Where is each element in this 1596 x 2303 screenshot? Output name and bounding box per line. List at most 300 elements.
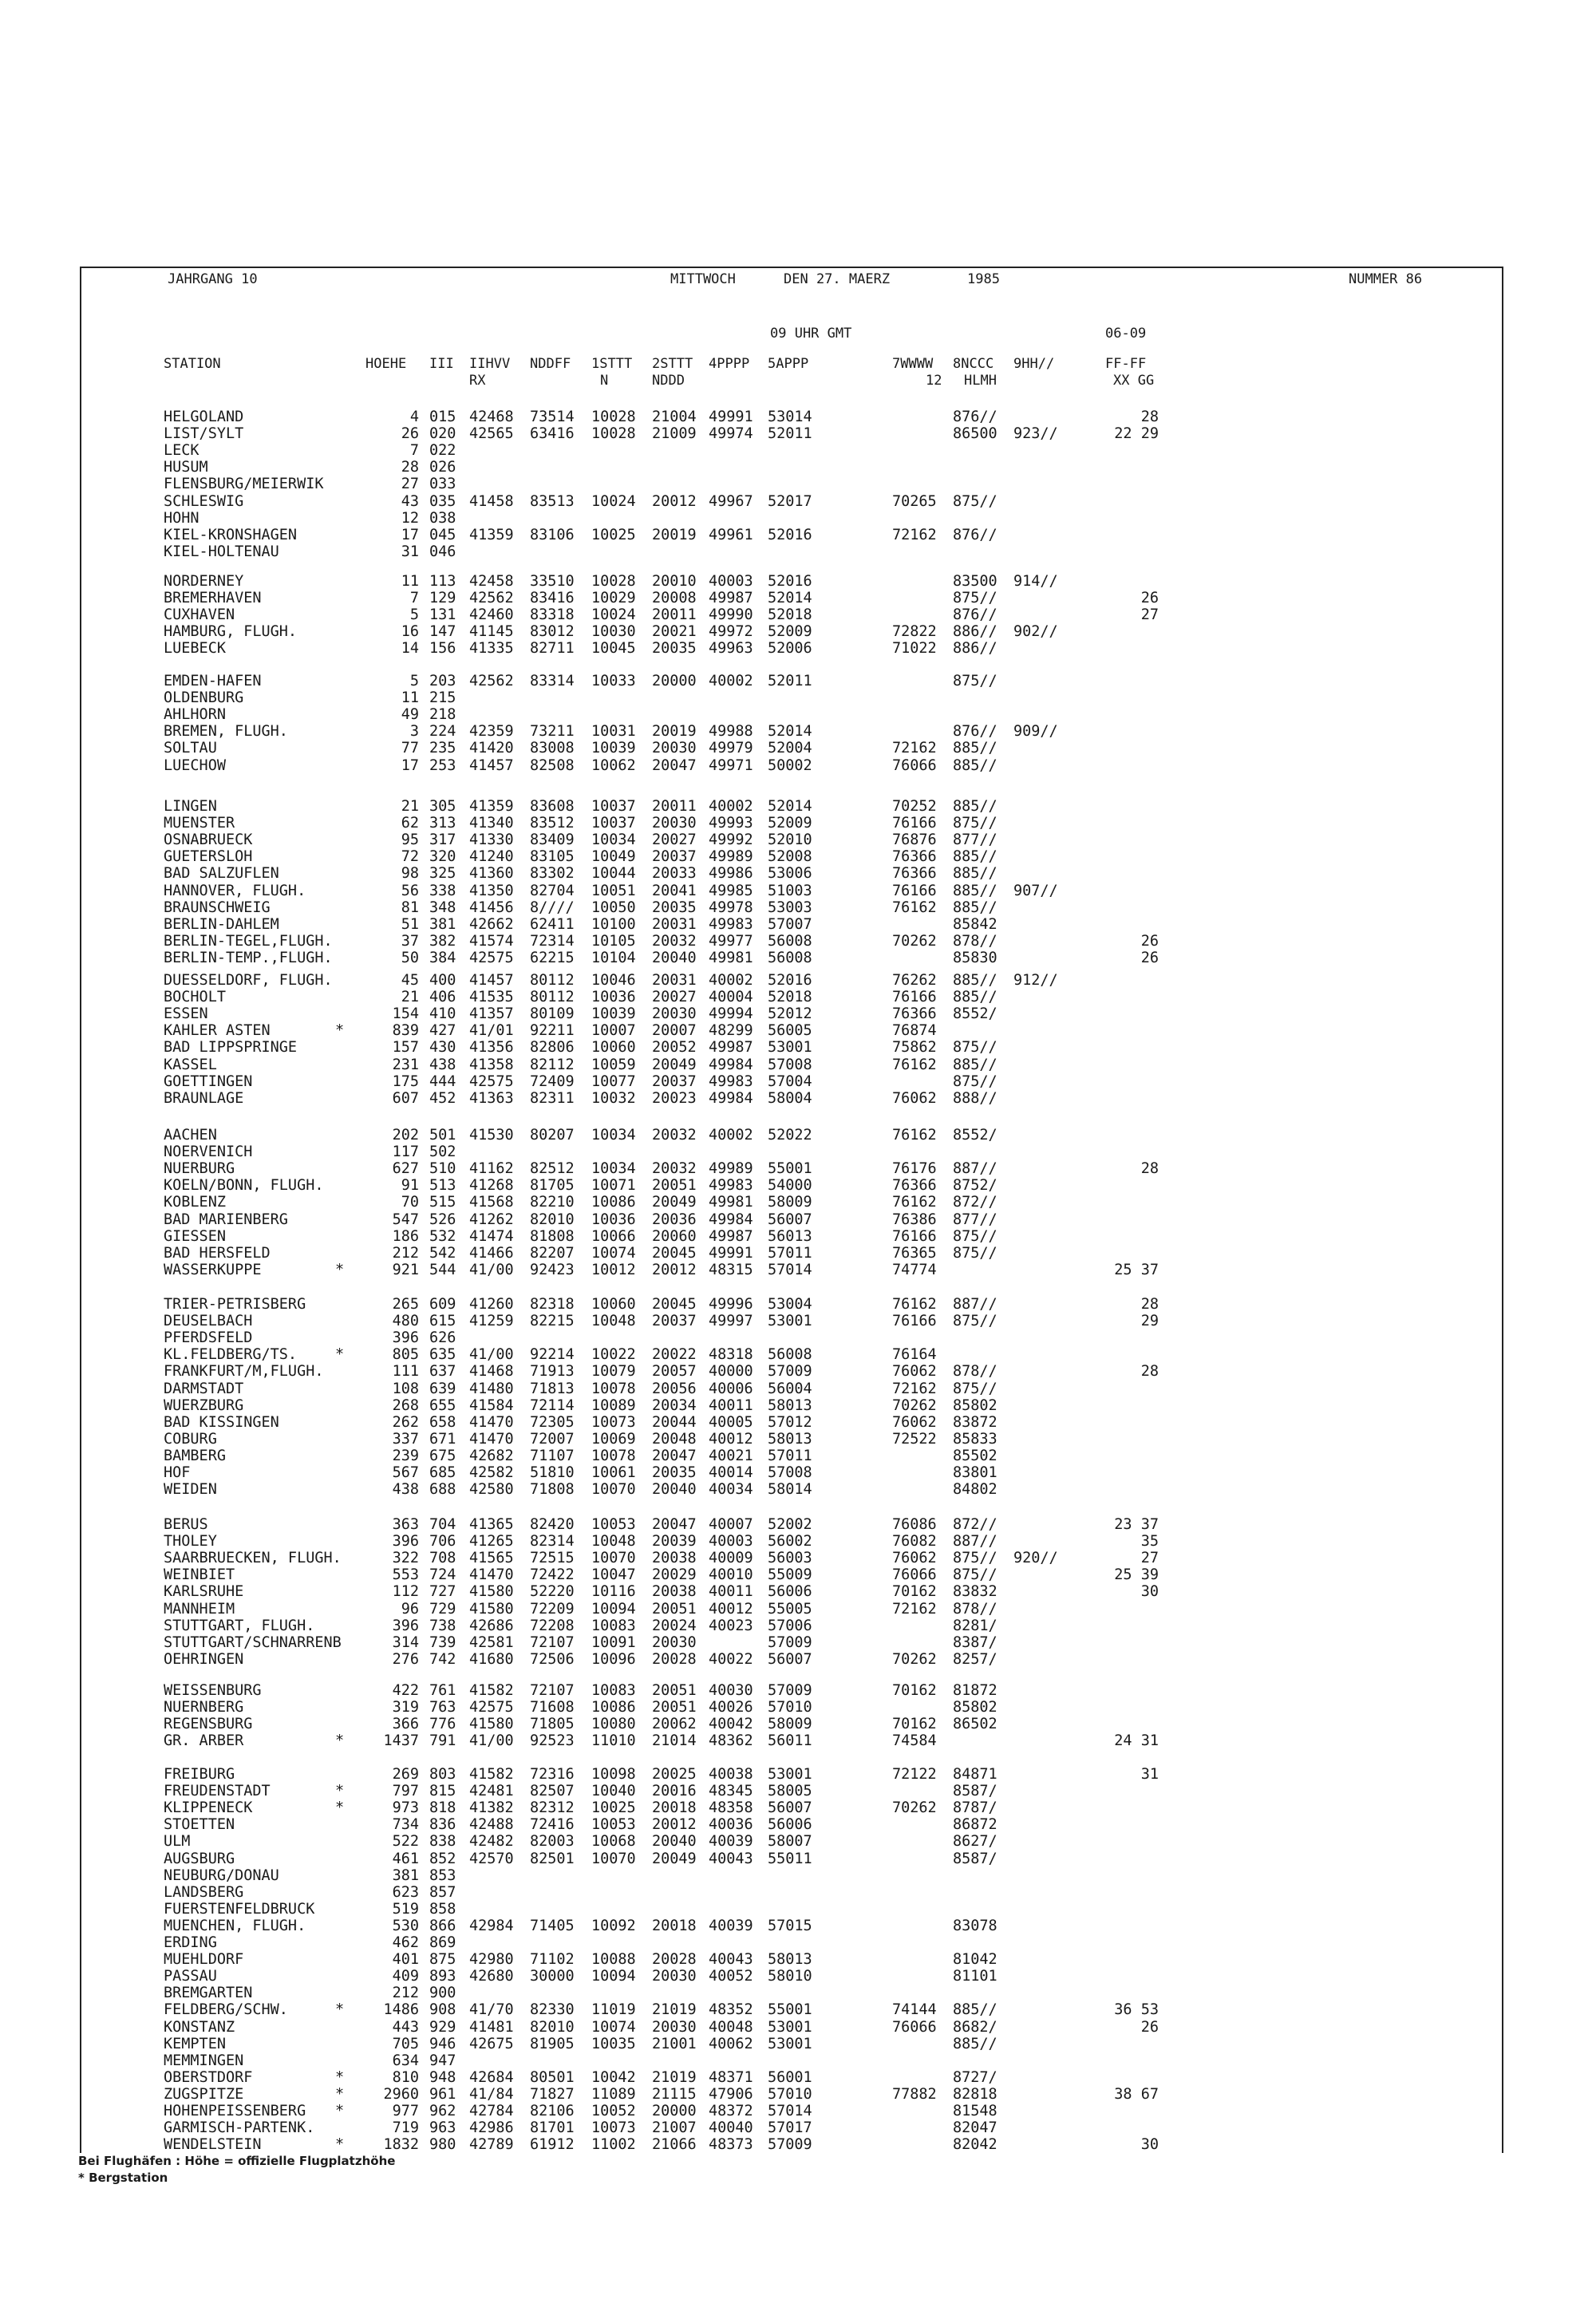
cell-hoehe: 973 xyxy=(392,1799,419,1817)
cell-ff: 28 xyxy=(1140,1363,1159,1381)
cell-nddff: 82207 xyxy=(530,1244,575,1262)
cell-5appp: 57017 xyxy=(768,2119,812,2137)
table-row xyxy=(0,673,1596,689)
cell-hoehe: 50 xyxy=(401,949,419,966)
cell-nddff: 71405 xyxy=(530,1917,575,1934)
cell-nddff: 72515 xyxy=(530,1550,575,1567)
period: 06-09 xyxy=(1105,326,1147,342)
table-row xyxy=(0,1022,1596,1039)
cell-iii: 761 xyxy=(429,1682,456,1699)
cell-8nccc: 885// xyxy=(953,865,998,883)
mountain-marker: * xyxy=(335,2068,345,2086)
cell-iii: 156 xyxy=(429,640,456,658)
cell-7wwww: 72822 xyxy=(892,623,937,641)
cell-iihvv: 41457 xyxy=(469,972,514,989)
cell-2sttt: 20030 xyxy=(652,815,697,832)
cell-2sttt: 20012 xyxy=(652,1261,697,1278)
col-ff: FF-FF xyxy=(1105,356,1147,372)
cell-1sttt: 10098 xyxy=(591,1766,636,1783)
cell-hoehe: 839 xyxy=(392,1022,419,1040)
cell-5appp: 53001 xyxy=(768,1766,812,1783)
cell-iii: 739 xyxy=(429,1633,456,1651)
cell-iihvv: 41335 xyxy=(469,640,514,658)
cell-8nccc: 81042 xyxy=(953,1951,998,1969)
cell-nddff: 71805 xyxy=(530,1716,575,1733)
cell-8nccc: 85802 xyxy=(953,1396,998,1414)
table-row xyxy=(0,1516,1596,1533)
table-row xyxy=(0,2119,1596,2136)
cell-7wwww: 70262 xyxy=(892,1799,937,1817)
cell-2sttt: 20012 xyxy=(652,492,697,510)
cell-iihvv: 42460 xyxy=(469,606,514,624)
cell-1sttt: 10030 xyxy=(591,623,636,641)
cell-4pppp: 49994 xyxy=(709,1005,753,1023)
table-row xyxy=(0,933,1596,950)
cell-2sttt: 20018 xyxy=(652,1917,697,1934)
cell-ff: 25 39 xyxy=(1114,1566,1159,1584)
cell-5appp: 56002 xyxy=(768,1533,812,1550)
cell-iihvv: 41359 xyxy=(469,526,514,543)
table-row xyxy=(0,689,1596,706)
cell-hoehe: 117 xyxy=(392,1144,419,1161)
cell-1sttt: 10033 xyxy=(591,673,636,689)
station-name: OEHRINGEN xyxy=(164,1650,244,1668)
cell-1sttt: 10069 xyxy=(591,1430,636,1448)
cell-nddff: 71808 xyxy=(530,1481,575,1499)
cell-iihvv: 41680 xyxy=(469,1650,514,1668)
table-row xyxy=(0,573,1596,590)
cell-iii: 313 xyxy=(429,815,456,832)
cell-1sttt: 10047 xyxy=(591,1566,636,1584)
table-row xyxy=(0,2086,1596,2103)
cell-8nccc: 875// xyxy=(953,1550,998,1567)
cell-iihvv: 41330 xyxy=(469,832,514,849)
cell-2sttt: 20027 xyxy=(652,989,697,1006)
cell-7wwww: 76062 xyxy=(892,1413,937,1431)
cell-7wwww: 71022 xyxy=(892,640,937,658)
cell-iii: 430 xyxy=(429,1039,456,1057)
cell-hoehe: 49 xyxy=(401,706,419,724)
station-name: BERLIN-TEMP.,FLUGH. xyxy=(164,949,333,966)
cell-nddff: 72506 xyxy=(530,1650,575,1668)
cell-8nccc: 8257/ xyxy=(953,1650,998,1668)
station-name: BOCHOLT xyxy=(164,989,226,1006)
cell-iii: 305 xyxy=(429,798,456,815)
table-row xyxy=(0,1732,1596,1749)
table-row xyxy=(0,1550,1596,1566)
cell-iihvv: 42582 xyxy=(469,1464,514,1481)
date: DEN 27. MAERZ xyxy=(784,271,891,287)
table-row xyxy=(0,409,1596,425)
cell-2sttt: 21019 xyxy=(652,2068,697,2086)
mountain-marker: * xyxy=(335,1022,345,1040)
cell-nddff: 83318 xyxy=(530,606,575,624)
cell-1sttt: 10050 xyxy=(591,899,636,916)
cell-iii: 639 xyxy=(429,1380,456,1397)
cell-hoehe: 56 xyxy=(401,882,419,899)
cell-1sttt: 10077 xyxy=(591,1072,636,1090)
cell-5appp: 54000 xyxy=(768,1177,812,1195)
cell-iii: 776 xyxy=(429,1716,456,1733)
cell-hoehe: 409 xyxy=(392,1968,419,1985)
table-row xyxy=(0,1313,1596,1329)
cell-4pppp: 49996 xyxy=(709,1296,753,1313)
cell-iii: 866 xyxy=(429,1917,456,1934)
cell-9hh: 920// xyxy=(1013,1550,1058,1567)
cell-hoehe: 212 xyxy=(392,1985,419,2002)
cell-iihvv: 41470 xyxy=(469,1566,514,1584)
cell-nddff: 61912 xyxy=(530,2136,575,2154)
cell-7wwww: 70265 xyxy=(892,492,937,510)
table-row xyxy=(0,1448,1596,1464)
cell-iii: 675 xyxy=(429,1447,456,1464)
cell-8nccc: 878// xyxy=(953,1363,998,1381)
cell-8nccc: 885// xyxy=(953,740,998,757)
cell-5appp: 53001 xyxy=(768,1039,812,1057)
cell-4pppp: 49981 xyxy=(709,949,753,966)
cell-iihvv: 42481 xyxy=(469,1783,514,1800)
cell-1sttt: 10086 xyxy=(591,1194,636,1211)
col-iihvv-sub: RX xyxy=(469,373,486,389)
cell-1sttt: 10046 xyxy=(591,972,636,989)
cell-iii: 729 xyxy=(429,1600,456,1618)
cell-nddff: 81905 xyxy=(530,2035,575,2052)
cell-4pppp: 40052 xyxy=(709,1968,753,1985)
cell-7wwww: 72122 xyxy=(892,1766,937,1783)
cell-nddff: 83008 xyxy=(530,740,575,757)
cell-1sttt: 10028 xyxy=(591,409,636,425)
footnote-mountain: * Bergstation xyxy=(78,2171,168,2185)
cell-iihvv: 41582 xyxy=(469,1682,514,1699)
mountain-marker: * xyxy=(335,2001,345,2019)
cell-5appp: 56004 xyxy=(768,1380,812,1397)
cell-iii: 838 xyxy=(429,1833,456,1851)
cell-5appp: 56007 xyxy=(768,1211,812,1228)
cell-4pppp: 48358 xyxy=(709,1799,753,1817)
cell-iihvv: 41/70 xyxy=(469,2001,514,2019)
table-row xyxy=(0,2052,1596,2069)
cell-hoehe: 62 xyxy=(401,815,419,832)
cell-8nccc: 887// xyxy=(953,1533,998,1550)
table-row xyxy=(0,442,1596,459)
cell-5appp: 57010 xyxy=(768,1699,812,1716)
cell-iii: 908 xyxy=(429,2001,456,2019)
cell-hoehe: 4 xyxy=(409,409,419,425)
cell-nddff: 82314 xyxy=(530,1533,575,1550)
cell-8nccc: 876// xyxy=(953,606,998,624)
cell-hoehe: 77 xyxy=(401,740,419,757)
cell-4pppp: 49967 xyxy=(709,492,753,510)
cell-hoehe: 96 xyxy=(401,1600,419,1618)
cell-iihvv: 42458 xyxy=(469,573,514,590)
weekday: MITTWOCH xyxy=(670,271,736,287)
cell-8nccc: 887// xyxy=(953,1160,998,1178)
cell-4pppp: 48372 xyxy=(709,2103,753,2119)
cell-iii: 320 xyxy=(429,848,456,866)
station-name: BAD KISSINGEN xyxy=(164,1413,279,1431)
cell-2sttt: 20000 xyxy=(652,2103,697,2119)
cell-iii: 900 xyxy=(429,1985,456,2002)
cell-9hh: 909// xyxy=(1013,723,1058,741)
cell-1sttt: 10086 xyxy=(591,1699,636,1716)
cell-iihvv: 42575 xyxy=(469,1072,514,1090)
cell-4pppp: 40005 xyxy=(709,1413,753,1431)
cell-iihvv: 41468 xyxy=(469,1363,514,1381)
cell-hoehe: 108 xyxy=(392,1380,419,1397)
cell-5appp: 51003 xyxy=(768,882,812,899)
cell-5appp: 56007 xyxy=(768,1799,812,1817)
station-name: EMDEN-HAFEN xyxy=(164,673,262,689)
cell-nddff: 82312 xyxy=(530,1799,575,1817)
cell-4pppp: 40007 xyxy=(709,1516,753,1533)
cell-4pppp: 48318 xyxy=(709,1346,753,1364)
cell-2sttt: 20049 xyxy=(652,1194,697,1211)
station-name: WENDELSTEIN xyxy=(164,2136,262,2154)
cell-ff: 35 xyxy=(1140,1533,1159,1550)
cell-nddff: 72209 xyxy=(530,1600,575,1618)
cell-4pppp: 49992 xyxy=(709,832,753,849)
mountain-marker: * xyxy=(335,2136,345,2154)
cell-nddff: 83608 xyxy=(530,798,575,815)
cell-iii: 129 xyxy=(429,590,456,607)
cell-nddff: 30000 xyxy=(530,1968,575,1985)
cell-8nccc: 82047 xyxy=(953,2119,998,2137)
cell-4pppp: 40040 xyxy=(709,2119,753,2137)
cell-iihvv: 41565 xyxy=(469,1550,514,1567)
cell-hoehe: 17 xyxy=(401,526,419,543)
cell-hoehe: 95 xyxy=(401,832,419,849)
table-row xyxy=(0,1194,1596,1211)
cell-8nccc: 8587/ xyxy=(953,1783,998,1800)
table-row xyxy=(0,425,1596,442)
table-row xyxy=(0,459,1596,476)
cell-2sttt: 20023 xyxy=(652,1089,697,1107)
station-name: BAD SALZUFLEN xyxy=(164,865,279,883)
table-row xyxy=(0,1177,1596,1194)
cell-hoehe: 443 xyxy=(392,2018,419,2036)
cell-4pppp: 49985 xyxy=(709,882,753,899)
cell-2sttt: 20022 xyxy=(652,1346,697,1364)
station-name: LANDSBERG xyxy=(164,1883,244,1901)
cell-4pppp: 49984 xyxy=(709,1089,753,1107)
cell-iii: 626 xyxy=(429,1329,456,1347)
cell-5appp: 56006 xyxy=(768,1583,812,1601)
station-name: HELGOLAND xyxy=(164,409,244,425)
cell-hoehe: 322 xyxy=(392,1550,419,1567)
cell-8nccc: 85830 xyxy=(953,949,998,966)
cell-iihvv: 41357 xyxy=(469,1005,514,1023)
cell-1sttt: 10070 xyxy=(591,1550,636,1567)
cell-hoehe: 1486 xyxy=(383,2001,419,2019)
cell-5appp: 52022 xyxy=(768,1127,812,1144)
cell-4pppp: 40012 xyxy=(709,1430,753,1448)
cell-iihvv: 42980 xyxy=(469,1951,514,1969)
cell-iii: 858 xyxy=(429,1900,456,1918)
cell-2sttt: 20016 xyxy=(652,1783,697,1800)
cell-2sttt: 20047 xyxy=(652,1516,697,1533)
station-name: AUGSBURG xyxy=(164,1850,235,1867)
cell-nddff: 82704 xyxy=(530,882,575,899)
table-row xyxy=(0,1127,1596,1144)
table-row xyxy=(0,510,1596,527)
cell-1sttt: 10039 xyxy=(591,740,636,757)
cell-7wwww: 76166 xyxy=(892,882,937,899)
col-1sttt-sub: N xyxy=(600,373,609,389)
cell-iii: 147 xyxy=(429,623,456,641)
cell-5appp: 58010 xyxy=(768,1968,812,1985)
cell-hoehe: 154 xyxy=(392,1005,419,1023)
station-name: KLIPPENECK xyxy=(164,1799,253,1817)
station-name: FREIBURG xyxy=(164,1766,235,1783)
table-row xyxy=(0,2136,1596,2153)
cell-iii: 688 xyxy=(429,1481,456,1499)
cell-iihvv: 42984 xyxy=(469,1917,514,1934)
cell-2sttt: 20047 xyxy=(652,1447,697,1464)
cell-1sttt: 11010 xyxy=(591,1732,636,1750)
col-4pppp: 4PPPP xyxy=(709,356,750,372)
cell-4pppp: 49983 xyxy=(709,915,753,933)
cell-1sttt: 10066 xyxy=(591,1227,636,1245)
station-name: PASSAU xyxy=(164,1968,217,1985)
cell-hoehe: 231 xyxy=(392,1056,419,1073)
cell-7wwww: 74584 xyxy=(892,1732,937,1750)
cell-hoehe: 43 xyxy=(401,492,419,510)
cell-4pppp: 49974 xyxy=(709,425,753,443)
cell-2sttt: 20034 xyxy=(652,1396,697,1414)
table-row xyxy=(0,1901,1596,1918)
cell-8nccc: 875// xyxy=(953,1380,998,1397)
cell-iii: 929 xyxy=(429,2018,456,2036)
cell-1sttt: 10070 xyxy=(591,1481,636,1499)
cell-iii: 131 xyxy=(429,606,456,624)
cell-hoehe: 98 xyxy=(401,865,419,883)
cell-5appp: 55009 xyxy=(768,1566,812,1584)
cell-iii: 893 xyxy=(429,1968,456,1985)
station-name: WASSERKUPPE xyxy=(164,1261,262,1278)
cell-iii: 215 xyxy=(429,689,456,707)
cell-5appp: 53001 xyxy=(768,2018,812,2036)
cell-iihvv: 41458 xyxy=(469,492,514,510)
cell-hoehe: 186 xyxy=(392,1227,419,1245)
cell-1sttt: 10074 xyxy=(591,2018,636,2036)
station-name: BERUS xyxy=(164,1516,208,1533)
cell-hoehe: 422 xyxy=(392,1682,419,1699)
cell-iii: 946 xyxy=(429,2035,456,2052)
cell-iihvv: 41/00 xyxy=(469,1732,514,1750)
col-station: STATION xyxy=(164,356,221,372)
cell-iihvv: 42662 xyxy=(469,915,514,933)
table-row xyxy=(0,623,1596,640)
cell-iii: 427 xyxy=(429,1022,456,1040)
station-name: HOHENPEISSENBERG xyxy=(164,2103,306,2119)
table-row xyxy=(0,1346,1596,1363)
station-name: REGENSBURG xyxy=(164,1716,253,1733)
cell-iihvv: 42680 xyxy=(469,1968,514,1985)
cell-nddff: 72107 xyxy=(530,1633,575,1651)
cell-4pppp: 48362 xyxy=(709,1732,753,1750)
cell-hoehe: 462 xyxy=(392,1934,419,1951)
cell-nddff: 71827 xyxy=(530,2085,575,2103)
station-name: BAD MARIENBERG xyxy=(164,1211,288,1228)
cell-7wwww: 70162 xyxy=(892,1682,937,1699)
table-row xyxy=(0,1160,1596,1177)
cell-5appp: 57010 xyxy=(768,2085,812,2103)
table-row xyxy=(0,1329,1596,1346)
table-row xyxy=(0,1699,1596,1716)
station-name: TRIER-PETRISBERG xyxy=(164,1296,306,1313)
cell-8nccc: 81872 xyxy=(953,1682,998,1699)
cell-ff: 36 53 xyxy=(1114,2001,1159,2019)
cell-1sttt: 10032 xyxy=(591,1089,636,1107)
cell-iihvv: 41268 xyxy=(469,1177,514,1195)
cell-nddff: 62215 xyxy=(530,949,575,966)
cell-1sttt: 10007 xyxy=(591,1022,636,1040)
cell-iihvv: 41358 xyxy=(469,1056,514,1073)
cell-2sttt: 20025 xyxy=(652,1766,697,1783)
cell-nddff: 83012 xyxy=(530,623,575,641)
cell-2sttt: 20045 xyxy=(652,1296,697,1313)
cell-nddff: 80112 xyxy=(530,972,575,989)
cell-iii: 963 xyxy=(429,2119,456,2137)
cell-hoehe: 381 xyxy=(392,1866,419,1884)
cell-4pppp: 48352 xyxy=(709,2001,753,2019)
station-name: FUERSTENFELDBRUCK xyxy=(164,1900,315,1918)
cell-hoehe: 396 xyxy=(392,1617,419,1634)
cell-iii: 655 xyxy=(429,1396,456,1414)
cell-hoehe: 797 xyxy=(392,1783,419,1800)
cell-5appp: 57006 xyxy=(768,1617,812,1634)
col-7wwww: 7WWWW xyxy=(892,356,934,372)
cell-hoehe: 51 xyxy=(401,915,419,933)
cell-5appp: 57009 xyxy=(768,1682,812,1699)
cell-iihvv: 41363 xyxy=(469,1089,514,1107)
station-name: WEIDEN xyxy=(164,1481,217,1499)
cell-1sttt: 10094 xyxy=(591,1968,636,1985)
cell-hoehe: 268 xyxy=(392,1396,419,1414)
cell-hoehe: 81 xyxy=(401,899,419,916)
cell-iii: 635 xyxy=(429,1346,456,1364)
cell-9hh: 912// xyxy=(1013,972,1058,989)
cell-4pppp: 40026 xyxy=(709,1699,753,1716)
cell-iihvv: 41580 xyxy=(469,1600,514,1618)
cell-1sttt: 10025 xyxy=(591,526,636,543)
station-name: KOBLENZ xyxy=(164,1194,226,1211)
table-row xyxy=(0,1884,1596,1901)
cell-1sttt: 10078 xyxy=(591,1380,636,1397)
cell-hoehe: 5 xyxy=(409,606,419,624)
cell-4pppp: 40022 xyxy=(709,1650,753,1668)
cell-iihvv: 41456 xyxy=(469,899,514,916)
cell-5appp: 52011 xyxy=(768,673,812,689)
cell-1sttt: 10073 xyxy=(591,1413,636,1431)
cell-nddff: 80112 xyxy=(530,989,575,1006)
cell-8nccc: 872// xyxy=(953,1194,998,1211)
cell-iii: 022 xyxy=(429,442,456,460)
station-name: GARMISCH-PARTENK. xyxy=(164,2119,315,2137)
cell-nddff: 33510 xyxy=(530,573,575,590)
cell-2sttt: 20028 xyxy=(652,1650,697,1668)
cell-8nccc: 875// xyxy=(953,1566,998,1584)
cell-5appp: 56013 xyxy=(768,1227,812,1245)
cell-hoehe: 705 xyxy=(392,2035,419,2052)
cell-4pppp: 47906 xyxy=(709,2085,753,2103)
cell-hoehe: 623 xyxy=(392,1883,419,1901)
cell-nddff: 83106 xyxy=(530,526,575,543)
cell-2sttt: 21019 xyxy=(652,2001,697,2019)
cell-4pppp: 40012 xyxy=(709,1600,753,1618)
cell-4pppp: 49989 xyxy=(709,848,753,866)
station-name: BREMEN, FLUGH. xyxy=(164,723,288,741)
